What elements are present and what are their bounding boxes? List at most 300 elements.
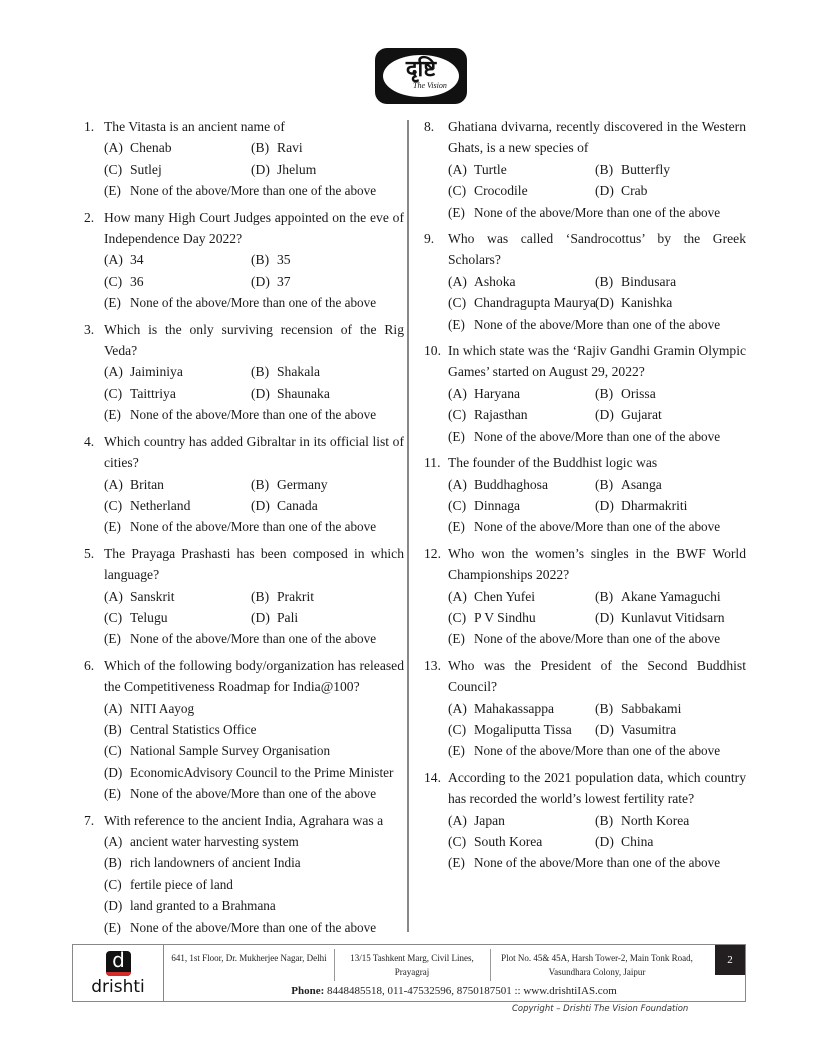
answer-option[interactable] [448,831,595,852]
options-list [424,271,746,335]
question-line [424,452,746,473]
answer-option[interactable] [448,202,746,223]
option-text: NITI Aayog [130,700,195,716]
question-text: Who was the President of the Second Buddhist Council? [448,657,746,695]
question-line [424,340,746,383]
answer-option[interactable] [448,628,746,649]
options-row [448,607,746,628]
answer-option[interactable] [448,810,595,831]
option-label: (B) [595,273,614,289]
answer-option[interactable] [251,271,398,292]
question-number: 13. [424,657,441,673]
address-jaipur: Plot No. 45& 45A, Harsh Tower-2, Main Tonk Road, Vasundhara Colony, Jaipur [501,953,693,977]
answer-option[interactable] [104,783,404,804]
option-label: (D) [595,721,614,737]
answer-option[interactable] [448,404,595,425]
option-text: Ashoka [474,273,516,289]
options-row [448,271,746,292]
options-row [104,249,404,270]
option-text: None of the above/More than one of the above [474,743,721,759]
answer-option[interactable] [104,249,251,270]
options-row [448,719,746,740]
option-label: (A) [448,273,467,289]
options-list [84,698,404,805]
option-label: (B) [595,812,614,828]
right-column [424,116,746,879]
option-text: 37 [277,273,291,289]
option-label: (A) [448,385,467,401]
question-block [84,116,404,202]
answer-option[interactable] [251,137,398,158]
answer-option[interactable] [448,698,595,719]
option-text: 34 [130,252,144,268]
option-label: (C) [448,497,467,513]
option-text: None of the above/More than one of the above [130,407,377,423]
option-text: Crocodile [474,183,528,199]
answer-option[interactable] [595,698,742,719]
option-label: (B) [595,161,614,177]
answer-option[interactable] [104,383,251,404]
answer-option[interactable] [251,495,398,516]
option-text: None of the above/More than one of the above [130,919,377,935]
drishti-d-icon: d [106,951,131,976]
option-text: fertile piece of land [130,876,233,892]
option-label: (D) [595,497,614,513]
question-number: 8. [424,119,435,134]
option-text: Kanishka [621,295,673,311]
option-label: (E) [448,855,465,871]
question-number: 9. [424,231,435,247]
address-delhi: 641, 1st Floor, Dr. Mukherjee Nagar, Delhi [171,953,327,963]
option-text: None of the above/More than one of the above [130,295,377,311]
answer-option[interactable] [251,586,398,607]
question-line [84,543,404,586]
option-label: (D) [104,764,123,780]
answer-option[interactable] [251,607,398,628]
answer-option[interactable] [595,383,742,404]
answer-option[interactable] [595,607,742,628]
option-label: (E) [104,295,121,311]
options-row [104,137,404,158]
logo-oval [383,55,459,97]
option-label: (C) [448,721,467,737]
option-label: (A) [104,140,123,156]
answer-option[interactable] [104,628,404,649]
column-divider [407,120,409,932]
options-row [104,361,404,382]
options-list [84,137,404,201]
question-text: Who won the women’s singles in the BWF World Championships 2022? [448,545,746,583]
option-label: (B) [595,700,614,716]
option-text: Gujarat [621,407,662,423]
answer-option[interactable] [448,516,746,537]
option-label: (C) [104,273,123,289]
option-text: Sabbakami [621,700,682,716]
option-label: (D) [595,407,614,423]
question-block [84,543,404,650]
answer-option[interactable] [104,495,251,516]
footer-logo [73,945,164,1001]
options-list [84,586,404,650]
option-label: (E) [104,786,121,802]
option-text: Dharmakriti [621,497,688,513]
option-label: (D) [251,497,270,513]
option-label: (E) [104,519,121,535]
options-list [84,474,404,538]
answer-option[interactable] [104,607,251,628]
answer-option[interactable] [595,586,742,607]
options-row [104,586,404,607]
answer-option[interactable] [595,719,742,740]
phone-label: Phone: [291,985,325,997]
question-block [84,207,404,314]
options-row [448,383,746,404]
option-label: (B) [595,476,614,492]
option-text: Mahakassappa [474,700,555,716]
option-text: Sanskrit [130,588,175,604]
answer-option[interactable] [448,852,746,873]
option-text: None of the above/More than one of the above [474,428,721,444]
option-label: (B) [104,721,122,737]
option-label: (E) [104,919,121,935]
option-label: (C) [448,183,467,199]
option-label: (E) [448,428,465,444]
option-text: Ravi [277,140,303,156]
option-text: Rajasthan [474,407,528,423]
question-line [84,319,404,362]
question-line [84,810,404,831]
question-block [84,810,404,938]
answer-option[interactable] [104,180,404,201]
option-text: Asanga [621,476,662,492]
drishti-logo [375,48,467,104]
option-text: 36 [130,273,144,289]
question-text: The Vitasta is an ancient name of [104,119,285,134]
question-text: Ghatiana dvivarna, recently discovered in the Western Ghats, is a new species of [448,119,746,156]
answer-option[interactable] [251,159,398,180]
answer-option[interactable] [251,383,398,404]
options-row [448,292,746,313]
answer-option[interactable] [104,516,404,537]
option-label: (B) [251,588,270,604]
option-label: (C) [448,609,467,625]
options-row [448,474,746,495]
option-text: Canada [277,497,318,513]
question-text: How many High Court Judges appointed on the eve of Independence Day 2022? [104,209,404,247]
option-label: (E) [448,204,465,220]
options-row [448,810,746,831]
answer-option[interactable] [104,740,404,761]
answer-option[interactable] [595,495,742,516]
answer-option[interactable] [448,474,595,495]
question-line [424,116,746,159]
answer-option[interactable] [448,271,595,292]
answer-option[interactable] [104,137,251,158]
question-number: 2. [84,209,95,225]
question-line [84,655,404,698]
option-text: Orissa [621,385,656,401]
answer-option[interactable] [104,586,251,607]
options-list [84,361,404,425]
answer-option[interactable] [448,426,746,447]
answer-option[interactable] [104,874,404,895]
option-text: Bindusara [621,273,677,289]
question-number: 7. [84,812,95,828]
options-list [424,159,746,223]
option-label: (A) [104,834,123,849]
options-row [448,404,746,425]
options-row [448,698,746,719]
option-text: EconomicAdvisory Council to the Prime Minister [130,764,394,780]
answer-option[interactable] [104,698,404,719]
question-text: According to the 2021 population data, which country has recorded the world’s lowest fertility rate? [448,769,746,807]
answer-option[interactable] [595,474,742,495]
question-number: 5. [84,545,95,561]
option-text: None of the above/More than one of the above [474,519,721,535]
option-text: None of the above/More than one of the above [130,786,377,802]
copyright-notice: Copyright – Drishti The Vision Foundation [512,1004,689,1014]
option-label: (A) [104,588,123,604]
option-text: Chen Yufei [474,588,536,604]
answer-option[interactable] [448,607,595,628]
answer-option[interactable] [104,917,404,938]
option-text: South Korea [474,834,543,849]
option-label: (D) [104,898,123,914]
option-label: (E) [448,519,465,535]
question-text: Which is the only surviving recension of the Rig Veda? [104,321,404,359]
question-block [424,452,746,538]
option-label: (C) [104,497,123,513]
option-label: (D) [595,183,614,199]
option-label: (E) [104,183,121,199]
question-block [424,116,746,223]
option-text: Telugu [130,609,168,625]
question-line [424,767,746,810]
option-text: Vasumitra [621,721,677,737]
options-row [104,159,404,180]
option-label: (B) [251,140,270,156]
options-row [448,180,746,201]
answer-option[interactable] [595,831,742,852]
answer-option[interactable] [104,895,404,916]
question-line [84,116,404,137]
answer-option[interactable] [448,292,595,313]
answer-option[interactable] [595,271,742,292]
option-text: Buddhaghosa [474,476,549,492]
option-label: (D) [251,273,270,289]
question-line [84,431,404,474]
option-text: Akane Yamaguchi [621,588,721,604]
footer-logo-word: drishti [91,977,145,997]
option-label: (A) [104,700,123,716]
answer-option[interactable] [104,762,404,783]
question-block [424,340,746,447]
option-label: (C) [104,743,122,759]
option-text: Chandragupta Maurya [474,295,596,311]
option-label: (D) [595,295,614,311]
question-text: Who was called ‘Sandrocottus’ by the Greek Scholars? [448,231,746,268]
option-text: Mogaliputta Tissa [474,721,572,737]
question-number: 14. [424,769,441,785]
option-label: (B) [104,855,122,871]
logo-subtitle: The Vision [413,81,447,90]
options-row [448,831,746,852]
question-text: In which state was the ‘Rajiv Gandhi Gramin Olympic Games’ started on August 29, 2022? [448,343,746,380]
question-number: 6. [84,657,95,673]
option-label: (C) [104,876,122,892]
question-text: The Prayaga Prashasti has been composed in which language? [104,545,404,583]
option-text: None of the above/More than one of the above [474,855,721,871]
option-label: (C) [104,609,123,625]
answer-option[interactable] [104,404,404,425]
question-number: 4. [84,433,95,449]
answer-option[interactable] [251,474,398,495]
options-row [448,495,746,516]
question-number: 11. [424,455,441,471]
answer-option[interactable] [595,180,742,201]
option-text: Turtle [474,161,507,177]
option-text: None of the above/More than one of the above [474,631,721,647]
logo-hindi-text: दृष्टि [405,57,437,82]
option-label: (D) [595,609,614,625]
option-label: (E) [448,316,465,332]
options-list [424,810,746,874]
option-text: North Korea [621,812,690,828]
answer-option[interactable] [104,852,404,873]
option-text: Dinnaga [474,497,521,513]
option-text: Sutlej [130,161,162,177]
option-label: (A) [104,476,123,492]
answer-option[interactable] [251,361,398,382]
question-text: Which country has added Gibraltar in its official list of cities? [104,433,404,471]
option-label: (E) [448,631,465,647]
option-label: (C) [448,295,467,311]
question-line [424,543,746,586]
option-text: None of the above/More than one of the above [130,519,377,535]
answer-option[interactable] [104,474,251,495]
option-label: (C) [104,161,123,177]
left-column [84,116,404,943]
options-row [104,271,404,292]
question-line [424,655,746,698]
option-label: (E) [104,407,121,423]
option-text: Kunlavut Vitidsarn [621,609,725,625]
option-text: Chenab [130,140,172,156]
answer-option[interactable] [448,383,595,404]
option-label: (A) [448,700,467,716]
option-label: (A) [104,252,123,268]
answer-option[interactable] [448,719,595,740]
answer-option[interactable] [448,586,595,607]
option-label: (C) [104,385,123,401]
answer-option[interactable] [104,361,251,382]
option-text: P V Sindhu [474,609,536,625]
options-list [84,831,404,938]
option-text: Shakala [277,364,321,380]
question-block [424,655,746,762]
option-text: China [621,834,654,849]
option-text: Japan [474,812,505,828]
answer-option[interactable] [448,495,595,516]
answer-option[interactable] [104,271,251,292]
option-text: 35 [277,252,291,268]
option-text: Germany [277,476,328,492]
option-text: Britan [130,476,164,492]
answer-option[interactable] [251,249,398,270]
question-number: 10. [424,343,441,359]
option-text: None of the above/More than one of the above [130,183,377,199]
options-row [104,607,404,628]
page-number: 2 [715,945,745,975]
answer-option[interactable] [595,404,742,425]
question-block [84,655,404,805]
options-list [424,474,746,538]
option-text: Jaiminiya [130,364,183,380]
question-number: 3. [84,321,95,337]
option-label: (C) [448,407,467,423]
option-label: (B) [251,252,270,268]
options-row [104,495,404,516]
answer-option[interactable] [595,292,742,313]
answer-option[interactable] [448,159,595,180]
option-label: (B) [251,476,270,492]
options-row [448,159,746,180]
answer-option[interactable] [448,314,746,335]
option-label: (D) [251,385,270,401]
question-number: 1. [84,119,95,134]
option-label: (D) [251,609,270,625]
answer-option[interactable] [595,159,742,180]
options-list [84,249,404,313]
answer-option[interactable] [448,740,746,761]
question-text: With reference to the ancient India, Agrahara was a [104,812,384,828]
question-block [424,228,746,335]
option-text: ancient water harvesting system [130,834,299,849]
option-text: National Sample Survey Organisation [130,743,331,759]
option-label: (B) [595,385,614,401]
question-block [424,767,746,874]
question-number: 12. [424,545,441,561]
option-text: Crab [621,183,648,199]
options-row [104,383,404,404]
option-text: Pali [277,609,299,625]
option-label: (A) [448,476,467,492]
answer-option[interactable] [104,831,404,852]
options-row [104,474,404,495]
answer-option[interactable] [104,719,404,740]
option-text: Prakrit [277,588,314,604]
question-line [84,207,404,250]
option-text: Butterfly [621,161,671,177]
option-text: None of the above/More than one of the above [130,631,377,647]
option-label: (A) [104,364,123,380]
option-text: Haryana [474,385,521,401]
option-text: Central Statistics Office [130,721,257,737]
option-label: (D) [251,161,270,177]
option-label: (A) [448,161,467,177]
option-label: (A) [448,588,467,604]
options-list [424,383,746,447]
option-text: land granted to a Brahmana [130,898,276,914]
option-label: (C) [448,834,467,849]
option-text: Jhelum [277,161,317,177]
answer-option[interactable] [104,292,404,313]
answer-option[interactable] [104,159,251,180]
answer-option[interactable] [448,180,595,201]
option-label: (B) [251,364,270,380]
option-label: (A) [448,812,467,828]
answer-option[interactable] [595,810,742,831]
